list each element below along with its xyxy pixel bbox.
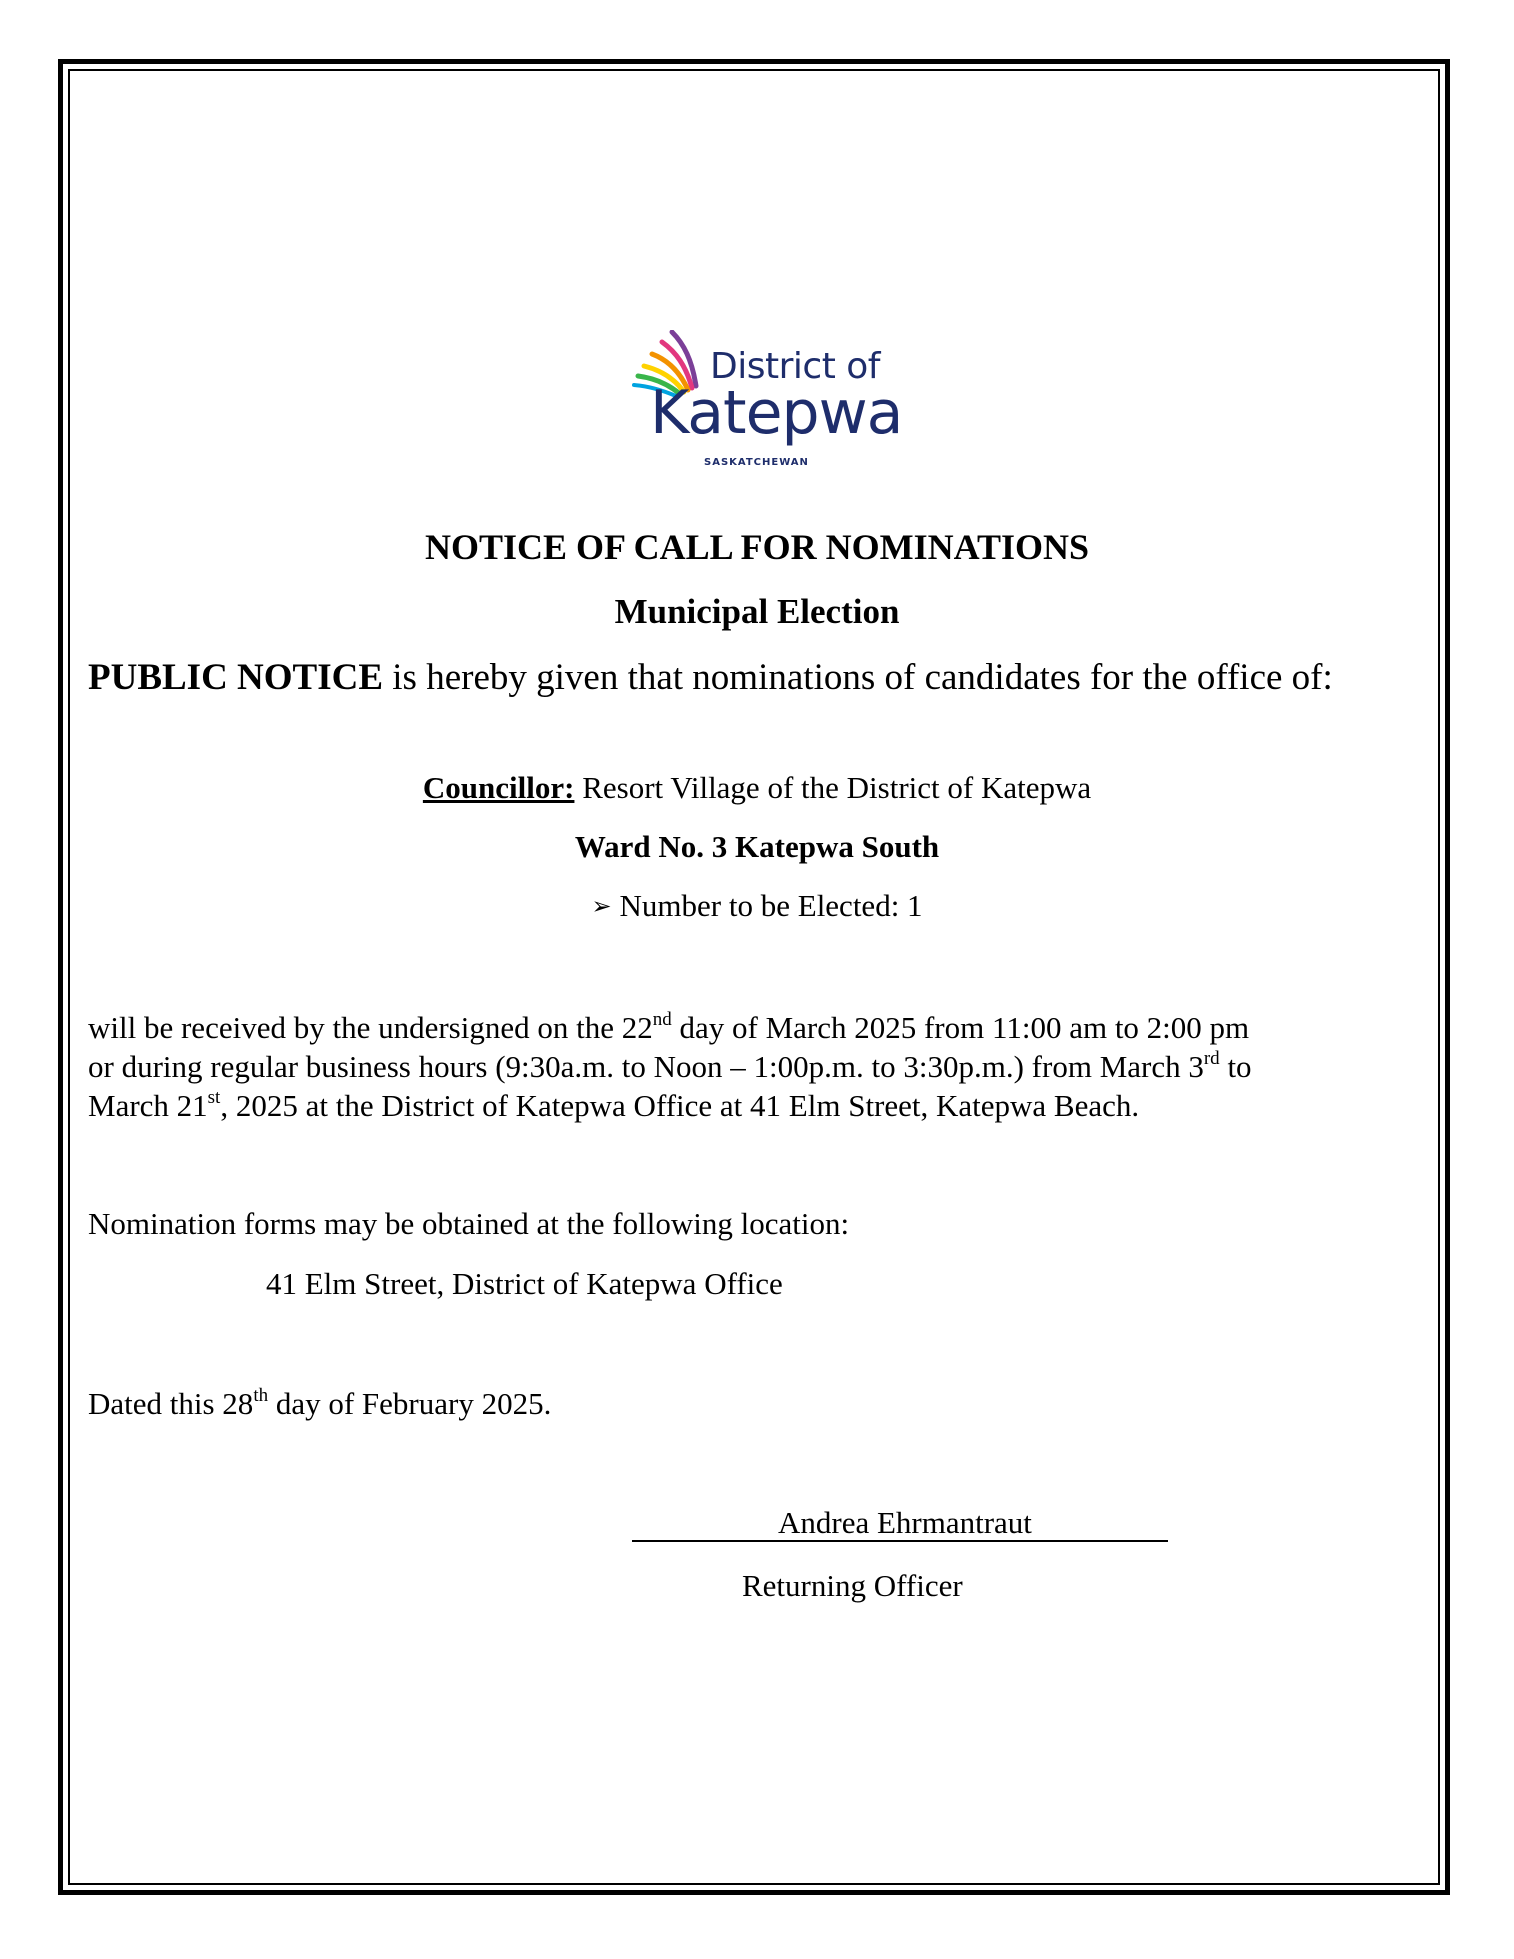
signature-title: Returning Officer bbox=[742, 1568, 963, 1603]
district-of-katepwa-logo bbox=[632, 330, 903, 478]
forms-address: 41 Elm Street, District of Katepwa Office bbox=[266, 1266, 783, 1301]
receive-line-2 bbox=[88, 1049, 1252, 1085]
notice-subtitle: Municipal Election bbox=[614, 592, 900, 631]
dated-b: day of February 2025. bbox=[268, 1386, 552, 1421]
public-notice-text: is hereby given that nominations of candidates for the office of: bbox=[383, 657, 1333, 698]
receive-l1-sup: nd bbox=[652, 1009, 672, 1030]
receive-l2-sup: rd bbox=[1203, 1048, 1220, 1069]
logo-line-saskatchewan: SASKATCHEWAN bbox=[704, 457, 809, 468]
ward-line: Ward No. 3 Katepwa South bbox=[574, 829, 940, 864]
receive-l3-sup: st bbox=[207, 1087, 221, 1108]
receive-line-3 bbox=[88, 1088, 1139, 1124]
receive-l2-a: or during regular business hours (9:30a.m. to Noon – 1:00p.m. to 3:30p.m.) from March 3 bbox=[88, 1049, 1204, 1084]
dated-sup: th bbox=[253, 1385, 269, 1406]
office-label: Councillor: bbox=[422, 770, 575, 805]
dated-line bbox=[88, 1386, 551, 1422]
logo-line-katepwa: Katepwa bbox=[650, 378, 903, 448]
receive-l3-a: March 21 bbox=[88, 1088, 208, 1123]
receive-line-1 bbox=[88, 1010, 1249, 1046]
arrow-bullet-icon: ➢ bbox=[591, 892, 612, 920]
office-text: Resort Village of the District of Katepwa bbox=[574, 770, 1092, 805]
public-notice-line bbox=[88, 656, 1333, 699]
dated-a: Dated this 28 bbox=[88, 1386, 254, 1421]
receive-l1-b: day of March 2025 from 11:00 am to 2:00 pm bbox=[671, 1010, 1250, 1045]
signature-name: Andrea Ehrmantraut bbox=[778, 1505, 1032, 1540]
number-to-be-elected bbox=[0, 888, 1514, 924]
logo-line-district: District of bbox=[710, 346, 880, 387]
notice-title: NOTICE OF CALL FOR NOMINATIONS bbox=[424, 527, 1090, 567]
office-line bbox=[0, 770, 1514, 806]
receive-l2-b: to bbox=[1219, 1049, 1252, 1084]
forms-line: Nomination forms may be obtained at the following location: bbox=[88, 1206, 850, 1241]
public-notice-bold: PUBLIC NOTICE bbox=[88, 657, 384, 698]
receive-l1-a: will be received by the undersigned on the 22 bbox=[88, 1010, 653, 1045]
receive-l3-b: , 2025 at the District of Katepwa Office at 41 Elm Street, Katepwa Beach. bbox=[220, 1088, 1140, 1123]
number-text: Number to be Elected: 1 bbox=[619, 888, 923, 923]
